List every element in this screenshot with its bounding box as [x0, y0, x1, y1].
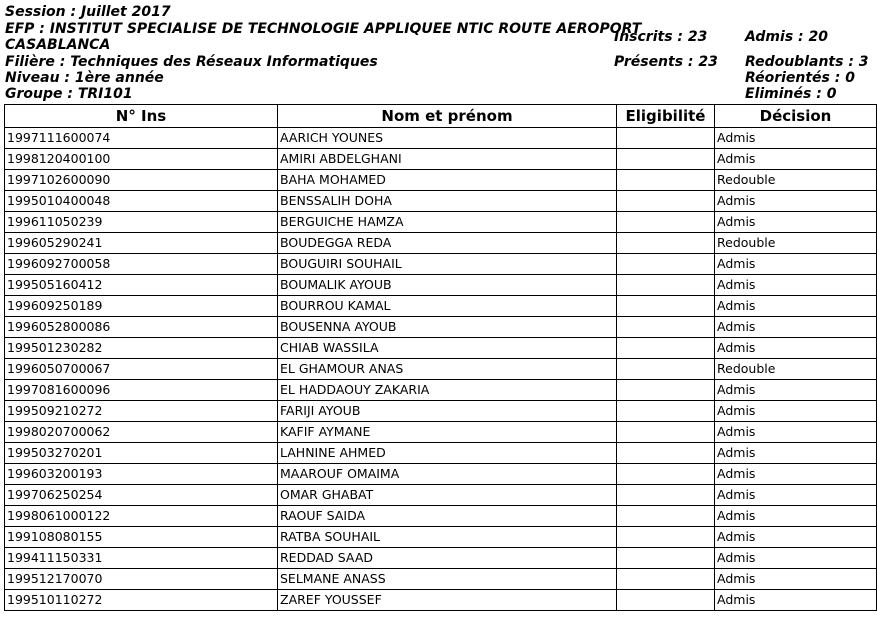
numero-cell: 199509210272	[5, 401, 278, 422]
nom-cell: CHIAB WASSILA	[278, 338, 617, 359]
numero-cell: 199609250189	[5, 296, 278, 317]
admis-count: Admis : 20	[745, 29, 828, 45]
decision-cell: Admis	[715, 380, 877, 401]
decision-cell: Admis	[715, 296, 877, 317]
decision-cell: Admis	[715, 548, 877, 569]
eligibilite-cell	[617, 191, 715, 212]
decision-cell: Admis	[715, 422, 877, 443]
table-row	[5, 485, 877, 506]
numero-cell: 1996050700067	[5, 359, 278, 380]
numero-cell: 1996092700058	[5, 254, 278, 275]
numero-cell: 1998120400100	[5, 149, 278, 170]
nom-cell: EL GHAMOUR ANAS	[278, 359, 617, 380]
nom-cell: MAAROUF OMAIMA	[278, 464, 617, 485]
eligibilite-cell	[617, 443, 715, 464]
nom-cell: BAHA MOHAMED	[278, 170, 617, 191]
decision-cell: Redouble	[715, 170, 877, 191]
table-row	[5, 149, 877, 170]
table-row	[5, 317, 877, 338]
col-header-numero: N° Ins	[5, 105, 278, 128]
table-row	[5, 443, 877, 464]
nom-cell: AARICH YOUNES	[278, 128, 617, 149]
nom-cell: OMAR GHABAT	[278, 485, 617, 506]
inscrits-count: Inscrits : 23	[614, 29, 708, 45]
efp-label-line1: EFP : INSTITUT SPECIALISE DE TECHNOLOGIE APPLIQUEE NTIC ROUTE AEROPORT	[5, 21, 642, 37]
table-row	[5, 359, 877, 380]
eligibilite-cell	[617, 254, 715, 275]
numero-cell: 199505160412	[5, 275, 278, 296]
numero-cell: 1996052800086	[5, 317, 278, 338]
redoublants-count: Redoublants : 3	[745, 54, 869, 70]
decision-cell: Admis	[715, 527, 877, 548]
session-label: Session : Juillet 2017	[5, 4, 171, 20]
groupe-label: Groupe : TRI101	[5, 86, 133, 102]
numero-cell: 199706250254	[5, 485, 278, 506]
decision-cell: Admis	[715, 485, 877, 506]
table-row	[5, 464, 877, 485]
numero-cell: 199611050239	[5, 212, 278, 233]
table-row	[5, 212, 877, 233]
decision-cell: Admis	[715, 590, 877, 611]
numero-cell: 1998061000122	[5, 506, 278, 527]
nom-cell: BERGUICHE HAMZA	[278, 212, 617, 233]
numero-cell: 199603200193	[5, 464, 278, 485]
nom-cell: BOUMALIK AYOUB	[278, 275, 617, 296]
eligibilite-cell	[617, 380, 715, 401]
nom-cell: RAOUF SAIDA	[278, 506, 617, 527]
niveau-label: Niveau : 1ère année	[5, 70, 164, 86]
nom-cell: KAFIF AYMANE	[278, 422, 617, 443]
decision-cell: Admis	[715, 212, 877, 233]
col-header-decision: Décision	[715, 105, 877, 128]
numero-cell: 1998020700062	[5, 422, 278, 443]
decision-cell: Admis	[715, 401, 877, 422]
decision-cell: Admis	[715, 443, 877, 464]
numero-cell: 199510110272	[5, 590, 278, 611]
decision-cell: Admis	[715, 338, 877, 359]
numero-cell: 1997111600074	[5, 128, 278, 149]
decision-cell: Admis	[715, 506, 877, 527]
numero-cell: 199501230282	[5, 338, 278, 359]
eligibilite-cell	[617, 464, 715, 485]
decision-cell: Admis	[715, 191, 877, 212]
nom-cell: ZAREF YOUSSEF	[278, 590, 617, 611]
nom-cell: EL HADDAOUY ZAKARIA	[278, 380, 617, 401]
eligibilite-cell	[617, 317, 715, 338]
table-row	[5, 254, 877, 275]
nom-cell: BOUSENNA AYOUB	[278, 317, 617, 338]
table-row	[5, 506, 877, 527]
nom-cell: BOURROU KAMAL	[278, 296, 617, 317]
table-row	[5, 338, 877, 359]
eligibilite-cell	[617, 548, 715, 569]
decision-cell: Admis	[715, 317, 877, 338]
table-row	[5, 191, 877, 212]
elimines-count: Eliminés : 0	[745, 86, 837, 102]
nom-cell: BOUGUIRI SOUHAIL	[278, 254, 617, 275]
table-row	[5, 548, 877, 569]
nom-cell: BENSSALIH DOHA	[278, 191, 617, 212]
decision-cell: Admis	[715, 275, 877, 296]
eligibilite-cell	[617, 527, 715, 548]
eligibilite-cell	[617, 485, 715, 506]
table-row	[5, 401, 877, 422]
filiere-label: Filière : Techniques des Réseaux Informatiques	[5, 54, 378, 70]
eligibilite-cell	[617, 359, 715, 380]
numero-cell: 199411150331	[5, 548, 278, 569]
eligibilite-cell	[617, 149, 715, 170]
table-row	[5, 590, 877, 611]
eligibilite-cell	[617, 212, 715, 233]
table-row	[5, 527, 877, 548]
nom-cell: LAHNINE AHMED	[278, 443, 617, 464]
table-header-row	[5, 105, 877, 128]
decision-cell: Admis	[715, 254, 877, 275]
nom-cell: BOUDEGGA REDA	[278, 233, 617, 254]
nom-cell: RATBA SOUHAIL	[278, 527, 617, 548]
table-row	[5, 422, 877, 443]
numero-cell: 199108080155	[5, 527, 278, 548]
eligibilite-cell	[617, 401, 715, 422]
numero-cell: 199512170070	[5, 569, 278, 590]
col-header-nom: Nom et prénom	[278, 105, 617, 128]
efp-label-line2: CASABLANCA	[5, 37, 111, 53]
nom-cell: SELMANE ANASS	[278, 569, 617, 590]
table-row	[5, 128, 877, 149]
eligibilite-cell	[617, 128, 715, 149]
numero-cell: 199503270201	[5, 443, 278, 464]
numero-cell: 1997081600096	[5, 380, 278, 401]
decision-cell: Admis	[715, 128, 877, 149]
col-header-eligibilite: Eligibilité	[617, 105, 715, 128]
eligibilite-cell	[617, 296, 715, 317]
table-row	[5, 233, 877, 254]
eligibilite-cell	[617, 275, 715, 296]
nom-cell: REDDAD SAAD	[278, 548, 617, 569]
table-row	[5, 380, 877, 401]
decision-cell: Redouble	[715, 359, 877, 380]
eligibilite-cell	[617, 233, 715, 254]
table-row	[5, 170, 877, 191]
results-table	[4, 104, 877, 611]
decision-cell: Admis	[715, 569, 877, 590]
numero-cell: 1995010400048	[5, 191, 278, 212]
decision-cell: Admis	[715, 149, 877, 170]
eligibilite-cell	[617, 569, 715, 590]
decision-cell: Admis	[715, 464, 877, 485]
table-row	[5, 569, 877, 590]
reorientes-count: Réorientés : 0	[745, 70, 855, 86]
presents-count: Présents : 23	[614, 54, 718, 70]
nom-cell: FARIJI AYOUB	[278, 401, 617, 422]
table-row	[5, 275, 877, 296]
table-row	[5, 296, 877, 317]
eligibilite-cell	[617, 506, 715, 527]
numero-cell: 1997102600090	[5, 170, 278, 191]
decision-cell: Redouble	[715, 233, 877, 254]
eligibilite-cell	[617, 422, 715, 443]
eligibilite-cell	[617, 590, 715, 611]
eligibilite-cell	[617, 338, 715, 359]
eligibilite-cell	[617, 170, 715, 191]
numero-cell: 199605290241	[5, 233, 278, 254]
nom-cell: AMIRI ABDELGHANI	[278, 149, 617, 170]
